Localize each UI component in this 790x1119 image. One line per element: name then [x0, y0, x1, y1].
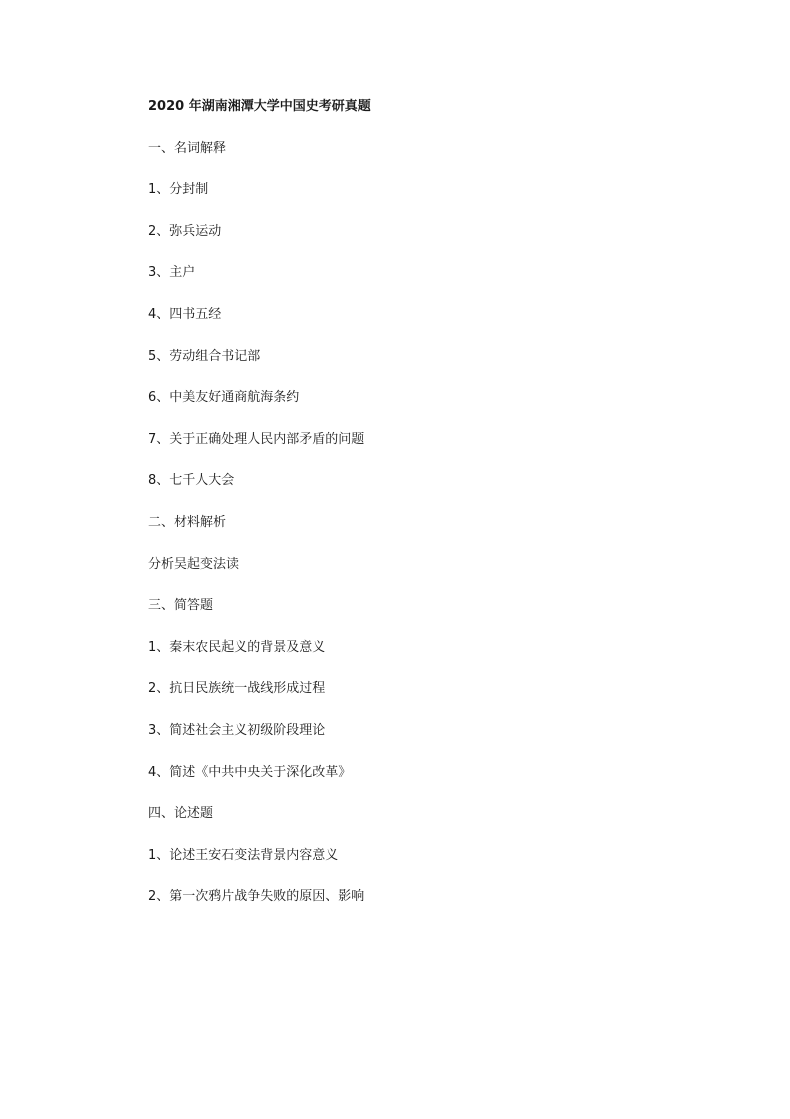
list-item: 分析吴起变法读 [148, 556, 240, 572]
section-heading-short-answer: 三、简答题 [148, 598, 214, 614]
list-item: 3、主户 [148, 265, 196, 281]
list-item: 3、简述社会主义初级阶段理论 [148, 722, 326, 738]
list-item: 1、分封制 [148, 182, 209, 198]
section-heading-essay: 四、论述题 [148, 806, 214, 822]
list-item: 2、抗日民族统一战线形成过程 [148, 681, 326, 697]
list-item: 7、关于正确处理人民内部矛盾的问题 [148, 431, 365, 447]
document-title: 2020 年湖南湘潭大学中国史考研真题 [148, 99, 371, 114]
list-item: 6、中美友好通商航海条约 [148, 390, 300, 406]
list-item: 2、弥兵运动 [148, 223, 222, 239]
list-item: 1、秦末农民起义的背景及意义 [148, 639, 326, 655]
document-body [148, 98, 708, 930]
list-item: 8、七千人大会 [148, 473, 235, 489]
list-item: 5、劳动组合书记部 [148, 348, 261, 364]
list-item: 4、简述《中共中央关于深化改革》 [148, 764, 352, 780]
list-item: 4、四书五经 [148, 306, 222, 322]
section-heading-material: 二、材料解析 [148, 514, 227, 530]
list-item: 1、论述王安石变法背景内容意义 [148, 847, 339, 863]
list-item: 2、第一次鸦片战争失败的原因、影响 [148, 889, 365, 905]
section-heading-terms: 一、名词解释 [148, 140, 227, 156]
